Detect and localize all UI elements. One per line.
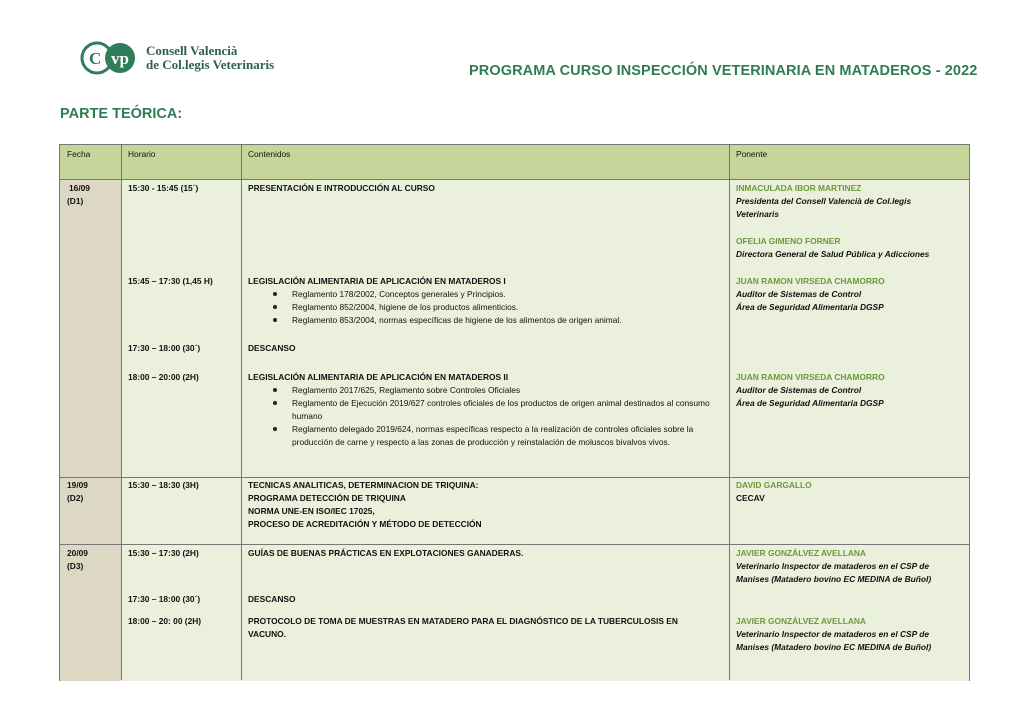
date-d2: 19/09 — [67, 480, 88, 490]
speaker-name: JAVIER GONZÁLVEZ AVELLANA — [736, 548, 866, 558]
bullet-icon — [273, 305, 277, 309]
content-d3-s1: GUÍAS DE BUENAS PRÁCTICAS EN EXPLOTACIONES GANADERAS. — [248, 548, 524, 558]
bullet-icon — [273, 401, 277, 405]
column-header-ponente: Ponente — [736, 149, 768, 159]
content-d2-line: PROCESO DE ACREDITACIÓN Y MÉTODO DE DETECCIÓN — [248, 519, 482, 529]
document-title: PROGRAMA CURSO INSPECCIÓN VETERINARIA EN MATADEROS - 2022 — [469, 63, 978, 79]
list-item: Reglamento 2017/625, Reglamento sobre Controles Oficiales — [292, 385, 521, 395]
cvp-logo-icon — [80, 41, 140, 75]
list-item: Reglamento 178/2002, Conceptos generales y Principios. — [292, 289, 506, 299]
column-header-contenidos: Contenidos — [248, 149, 291, 159]
content-d1-s3: DESCANSO — [248, 343, 296, 353]
time-d3-s3: 18:00 – 20: 00 (2H) — [128, 616, 202, 626]
list-item: Reglamento delegado 2019/624, normas específicas respecto a la realización de controles oficiales sobre la producción de carne y respecto a las zonas de producción y reinstalación de moluscos bivalvos vivos. — [292, 424, 694, 447]
speaker-role: Directora General de Salud Pública y Adicciones — [736, 249, 930, 259]
speaker-role: Manises (Matadero bovino EC MEDINA de Buñol) — [736, 574, 932, 584]
speaker-org: CECAV — [736, 493, 765, 503]
row-divider — [60, 544, 969, 545]
list-item: Reglamento 853/2004, normas específicas de higiene de los alimentos de origen animal. — [292, 315, 622, 325]
svg-text:C: C — [89, 49, 102, 68]
time-d3-s1: 15:30 – 17:30 (2H) — [128, 548, 199, 558]
speaker-name: OFELIA GIMENO FORNER — [736, 236, 841, 246]
time-d1-s4: 18:00 – 20:00 (2H) — [128, 372, 199, 382]
time-d1-s3: 17:30 – 18:00 (30´) — [128, 343, 201, 353]
bullet-icon — [273, 318, 277, 322]
content-d3-s3-line1: PROTOCOLO DE TOMA DE MUESTRAS EN MATADERO PARA EL DIAGNÓSTICO DE LA TUBERCULOSIS EN — [248, 616, 678, 626]
content-d2-line: NORMA UNE-EN ISO/IEC 17025, — [248, 506, 375, 516]
col-divider — [241, 145, 242, 680]
speaker-role: Auditor de Sistemas de Control — [736, 385, 862, 395]
section-title: PARTE TEÓRICA: — [60, 106, 183, 122]
table-header-bg — [60, 145, 969, 179]
content-d1-s2: LEGISLACIÓN ALIMENTARIA DE APLICACIÓN EN MATADEROS I — [248, 276, 506, 286]
content-d2-line: TECNICAS ANALITICAS, DETERMINACION DE TRIQUINA: — [248, 480, 479, 490]
content-d1-s4: LEGISLACIÓN ALIMENTARIA DE APLICACIÓN EN MATADEROS II — [248, 372, 509, 382]
speaker-role: Veterinaris — [736, 209, 779, 219]
speaker-name: JUAN RAMON VIRSEDA CHAMORRO — [736, 276, 885, 286]
speaker-role: Veterinario Inspector de mataderos en el CSP de — [736, 561, 929, 571]
date-d1: 16/09 — [69, 183, 90, 193]
speaker-role: Veterinario Inspector de mataderos en el CSP de — [736, 629, 929, 639]
speaker-name: INMACULADA IBOR MARTINEZ — [736, 183, 862, 193]
time-d1-s1: 15:30 - 15:45 (15´) — [128, 183, 199, 193]
content-d1-s1: PRESENTACIÓN E INTRODUCCIÓN AL CURSO — [248, 183, 435, 193]
speaker-role: Manises (Matadero bovino EC MEDINA de Buñol) — [736, 642, 932, 652]
org-name-line1: Consell Valencià — [146, 43, 238, 58]
speaker-role: Área de Seguridad Alimentaria DGSP — [736, 398, 884, 408]
time-d1-s2: 15:45 – 17:30 (1,45 H) — [128, 276, 213, 286]
speaker-role: Presidenta del Consell Valencià de Col.legis — [736, 196, 912, 206]
org-logo — [80, 40, 274, 76]
bullet-icon — [273, 427, 277, 431]
speaker-name: JUAN RAMON VIRSEDA CHAMORRO — [736, 372, 885, 382]
column-header-horario: Horario — [128, 149, 156, 159]
day-d3: (D3) — [67, 561, 84, 571]
col-divider — [729, 145, 730, 680]
svg-text:vp: vp — [111, 49, 129, 68]
day-d1: (D1) — [67, 196, 84, 206]
col-divider — [121, 145, 122, 680]
column-header-fecha: Fecha — [67, 149, 91, 159]
speaker-name: JAVIER GONZÁLVEZ AVELLANA — [736, 616, 866, 626]
org-name-line2: de Col.legis Veterinaris — [146, 57, 275, 72]
speaker-role: Auditor de Sistemas de Control — [736, 289, 862, 299]
content-d2-line: PROGRAMA DETECCIÓN DE TRIQUINA — [248, 493, 406, 503]
list-item: Reglamento 852/2004, higiene de los productos alimenticios. — [292, 302, 519, 312]
time-d2: 15:30 – 18:30 (3H) — [128, 480, 199, 490]
content-d3-s3-line2: VACUNO. — [248, 629, 286, 639]
row-divider — [60, 179, 969, 180]
speaker-role: Área de Seguridad Alimentaria DGSP — [736, 302, 884, 312]
day-d2: (D2) — [67, 493, 84, 503]
bullet-icon — [273, 292, 277, 296]
program-table — [59, 144, 970, 681]
bullet-icon — [273, 388, 277, 392]
row-divider — [60, 477, 969, 478]
speaker-name: DAVID GARGALLO — [736, 480, 812, 490]
content-d3-s2: DESCANSO — [248, 594, 296, 604]
date-d3: 20/09 — [67, 548, 88, 558]
time-d3-s2: 17:30 – 18:00 (30´) — [128, 594, 201, 604]
list-item: Reglamento de Ejecución 2019/627 controles oficiales de los productos de origen animal destinados al consumo humano — [292, 398, 710, 421]
date-cell-d1-bg — [60, 180, 121, 477]
